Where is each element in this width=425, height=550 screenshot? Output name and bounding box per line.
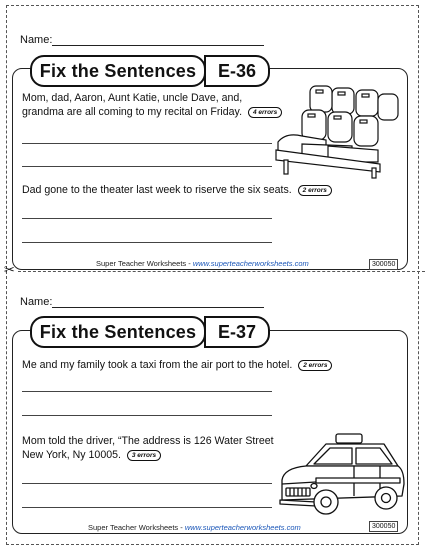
write-line[interactable] xyxy=(22,483,272,484)
sentence-2-line-1: Mom told the driver, “The address is 126 Water Street xyxy=(22,435,274,447)
sentence-2 xyxy=(22,434,282,462)
name-line[interactable] xyxy=(52,45,264,46)
footer-url[interactable]: www.superteacherworksheets.com xyxy=(184,523,301,532)
name-line[interactable] xyxy=(52,307,264,308)
footer-text: Super Teacher Worksheets - xyxy=(88,523,185,532)
write-line[interactable] xyxy=(22,143,272,144)
write-line[interactable] xyxy=(22,242,272,243)
sentence-1 xyxy=(22,358,406,372)
sentence-1-line-1: Me and my family took a taxi from the air port to the hotel. xyxy=(22,359,293,371)
footer xyxy=(96,259,309,268)
footer-text: Super Teacher Worksheets - xyxy=(96,259,193,268)
theater-seats-icon xyxy=(272,80,402,180)
sentence-2-line-1: Dad gone to the theater last week to riserve the six seats. xyxy=(22,184,292,196)
errors-badge: 4 errors xyxy=(248,107,282,118)
errors-badge: 2 errors xyxy=(298,185,332,196)
footer xyxy=(88,523,301,532)
serial-number: 300050 xyxy=(369,521,398,532)
title: Fix the Sentences xyxy=(30,55,206,87)
sentence-2 xyxy=(22,183,402,197)
write-line[interactable] xyxy=(22,507,272,508)
scissors-icon: ✂ xyxy=(4,262,15,277)
write-line[interactable] xyxy=(22,391,272,392)
footer-url[interactable]: www.superteacherworksheets.com xyxy=(192,259,309,268)
worksheet-code: E-36 xyxy=(204,55,270,87)
sentence-2-line-2: New York, Ny 10005. xyxy=(22,449,121,461)
title: Fix the Sentences xyxy=(30,316,206,348)
taxi-icon xyxy=(276,430,406,520)
write-line[interactable] xyxy=(22,218,272,219)
sentence-1-line-1: Mom, dad, Aaron, Aunt Katie, uncle Dave, and, xyxy=(22,92,243,104)
name-label: Name: xyxy=(20,296,53,308)
write-line[interactable] xyxy=(22,415,272,416)
cut-line xyxy=(18,271,425,272)
errors-badge: 3 errors xyxy=(127,450,161,461)
errors-badge: 2 errors xyxy=(298,360,332,371)
write-line[interactable] xyxy=(22,166,272,167)
name-label: Name: xyxy=(20,34,53,46)
serial-number: 300050 xyxy=(369,259,398,270)
sentence-1-line-2: grandma are all coming to my recital on Friday. xyxy=(22,106,243,118)
sentence-1 xyxy=(22,91,312,119)
worksheet-code: E-37 xyxy=(204,316,270,348)
